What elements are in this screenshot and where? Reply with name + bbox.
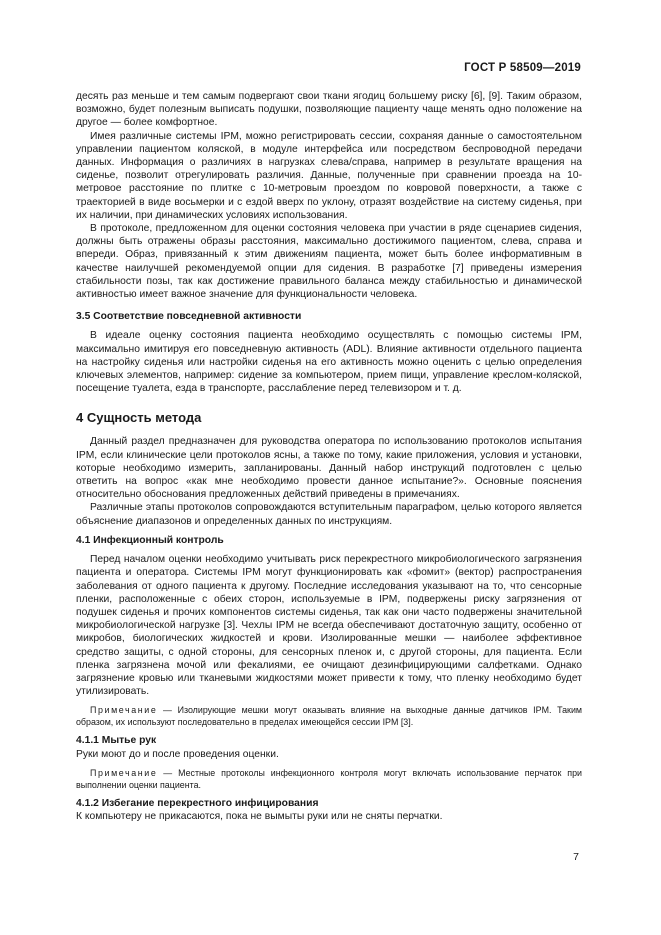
section-heading-4: 4 Сущность метода <box>76 410 202 426</box>
section-heading-3-5: 3.5 Соответствие повседневной активности <box>76 311 302 323</box>
section-heading-4-1-1: 4.1.1 Мытье рук <box>76 735 157 747</box>
paragraph: В протоколе, предложенном для оценки состояния человека при участии в ряде сценариев сидения, должны быть отражены образы расстояния, максимально достижимого пациентом, слева, справа и впереди. Образ, привязанный к этим движениям пациента, может быть более информативным в качестве наилучшей рекомендуемой опции для сидения. В разработке [7] приведены измерения стабильности позы, так как достижение правильного баланса между стабильностью и динамической активностью имеет важное значение для функциональности человека. <box>76 223 582 301</box>
note <box>76 704 582 728</box>
section-heading-4-1: 4.1 Инфекционный контроль <box>76 534 224 546</box>
page-number: 7 <box>573 851 579 863</box>
note-text: — Местные протоколы инфекционного контроля могут включать использование перчаток при выполнении оценки пациента. <box>76 767 582 790</box>
note-label: Примечание <box>90 767 158 778</box>
paragraph: Имея различные системы IPM, можно регистрировать сессии, сохраняя данные о самостоятельном управлении пациентом коляской, в модуле интерфейса или посредством беспроводной передачи данных. Информация о различиях в нагрузках слева/справа, например в результате вращения на сиденье, позволит отрегулировать различия. Данные, полученные при сравнении проезда на 10-метровое расстояние по плитке с 10-метровым проездом по ковровой поверхности, а также с траекторией в виде восьмерки и с ездой вверх по уклону, отразят воздействие на систему сиденья, при их наличии, при динамических условиях использования. <box>76 130 582 221</box>
section-heading-4-1-2: 4.1.2 Избегание перекрестного инфицирования <box>76 797 319 809</box>
note <box>76 767 582 791</box>
paragraph: К компьютеру не прикасаются, пока не вымыты руки или не сняты перчатки. <box>76 810 443 822</box>
page-content <box>76 90 582 823</box>
paragraph: В идеале оценку состояния пациента необходимо осуществлять с помощью системы IPM, максимально имитируя его повседневную активность (ADL). Влияние активности отдельного пациента на настройку сиденья или настройки сиденья на его активность можно оценить с целью определения ключевых элементов, например: сидение за компьютером, прием пищи, управление креслом-коляской, посещение туалета, езда в транспорте, расслабление перед телевизором и т. д. <box>76 330 582 395</box>
paragraph: Руки моют до и после проведения оценки. <box>76 748 279 760</box>
paragraph: десять раз меньше и тем самым подвергают свои ткани ягодиц большему риску [6], [9]. Таким образом, возможно, будет полезным выписать подушки, позволяющие пациенту чаще менять одно положение на другое — более комфортное. <box>76 91 582 129</box>
paragraph: Перед началом оценки необходимо учитывать риск перекрестного микробиологического загрязнения пациента и оператора. Системы IPM могут функционировать как «фомит» (вектор) распространения заболевания от одного пациента к другому. Последние исследования указывают на то, что сенсорные пленки, расположенные с обеих сторон, используемые в IPM, подвержены риску загрязнения от подушек сиденья и прочих компонентов системы сиденья, так как они часто подвержены значительной микробиологической нагрузке [3]. Чехлы IPM не всегда обеспечивают достаточную защиту, особенно от микробов, биологических жидкостей и крови. Изолированные мешки — наиболее эффективное средство защиты, с одной стороны, для сенсорных пленок и, с другой стороны, для пациента. Если пленка загрязнена мочой или фекалиями, ее очищают дезинфицирующими салфетками. Однако загрязнение кровью или тканевыми жидкостями может привести к тому, что пленку необходимо будет утилизировать. <box>76 554 582 698</box>
note-label: Примечание <box>90 705 158 716</box>
document-header: ГОСТ Р 58509—2019 <box>464 62 581 74</box>
paragraph: Данный раздел предназначен для руководства оператора по использованию протоколов испытания IPM, если клинические цели протоколов ясны, а также по тому, какие приложения, условия и установки, которые необходимо измерить, запланированы. Данный набор инструкций подготовлен с целью ответить на вопрос «как мне необходимо провести данное испытание?». Основные пояснения относительно обоснования предложенных действий приведены в примечаниях. <box>76 436 582 501</box>
paragraph: Различные этапы протоколов сопровождаются вступительным параграфом, целью которого является объяснение диапазонов и определенных данных по инструкциям. <box>76 502 582 527</box>
note-text: — Изолирующие мешки могут оказывать влияние на выходные данные датчиков IPM. Таким образом, их используют последовательно в пределах имеющейся сессии IPM [3]. <box>76 705 582 728</box>
